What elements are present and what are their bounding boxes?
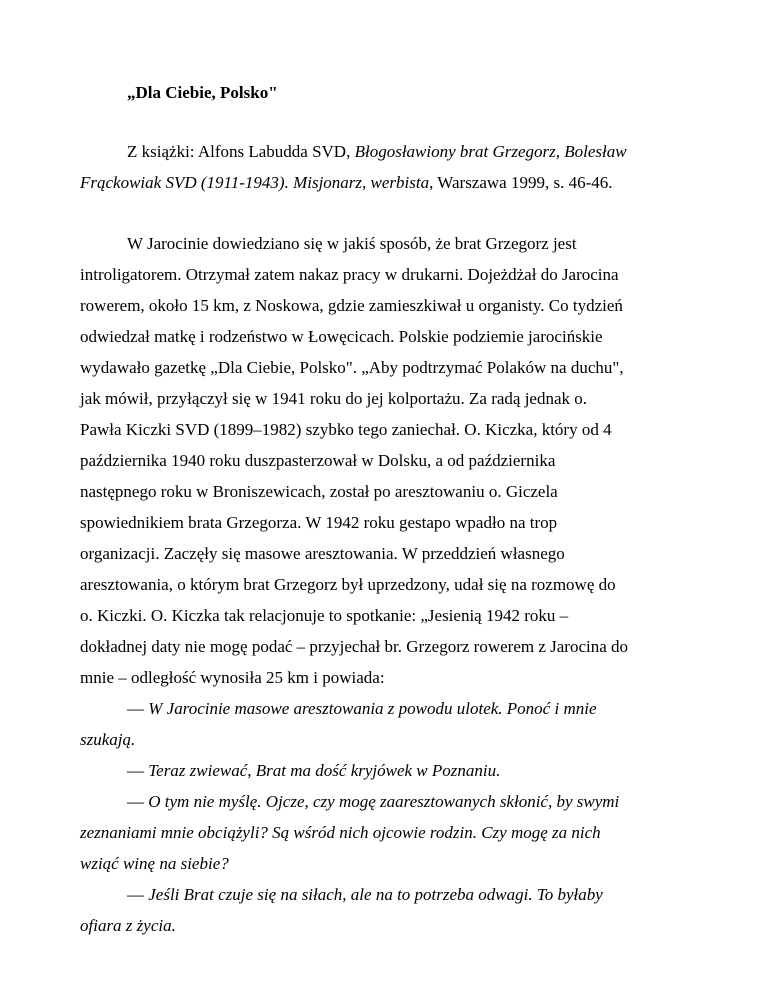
dialogue-line bbox=[80, 755, 700, 786]
body-line: wydawało gazetkę „Dla Ciebie, Polsko". „Aby podtrzymać Polaków na duchu", bbox=[80, 358, 624, 377]
source-line-1 bbox=[80, 136, 700, 167]
dialogue-text: Jeśli Brat czuje się na siłach, ale na to potrzeba odwagi. To byłaby bbox=[148, 885, 603, 904]
dialogue-line bbox=[80, 910, 700, 941]
dialogue-text: Teraz zwiewać, Brat ma dość kryjówek w Poznaniu. bbox=[148, 761, 501, 780]
body-line: Pawła Kiczki SVD (1899–1982) szybko tego zaniechał. O. Kiczka, który od 4 bbox=[80, 420, 612, 439]
dialogue-dash: — bbox=[127, 792, 149, 811]
source-prefix: Z książki: Alfons Labudda SVD, bbox=[127, 142, 355, 161]
dialogue-text: O tym nie myślę. Ojcze, czy mogę zaaresztowanych skłonić, by swymi bbox=[148, 792, 620, 811]
source-citation bbox=[80, 136, 700, 198]
dialogue-line bbox=[80, 724, 700, 755]
dialogue-line bbox=[80, 879, 700, 910]
dialogue-line bbox=[80, 848, 700, 879]
body-line: następnego roku w Broniszewicach, został po aresztowaniu o. Giczela bbox=[80, 482, 558, 501]
body-line: października 1940 roku duszpasterzował w Dolsku, a od października bbox=[80, 451, 556, 470]
body-line: odwiedzał matkę i rodzeństwo w Łowęcicach. Polskie podziemie jarocińskie bbox=[80, 327, 603, 346]
dialogue-text: W Jarocinie masowe aresztowania z powodu ulotek. Ponoć i mnie bbox=[148, 699, 597, 718]
document-title: „Dla Ciebie, Polsko" bbox=[127, 83, 278, 102]
body-line: mnie – odległość wynosiła 25 km i powiada: bbox=[80, 668, 385, 687]
dialogue-block bbox=[80, 693, 700, 941]
book-title-part-2: Frąckowiak SVD (1911-1943). Misjonarz, werbista bbox=[80, 173, 430, 192]
body-line: jak mówił, przyłączył się w 1941 roku do jej kolportażu. Za radą jednak o. bbox=[80, 389, 588, 408]
dialogue-text: ofiara z życia. bbox=[80, 916, 176, 935]
dialogue-dash: — bbox=[127, 699, 149, 718]
dialogue-dash: — bbox=[127, 885, 149, 904]
body-line: dokładnej daty nie mogę podać – przyjechał br. Grzegorz rowerem z Jarocina do bbox=[80, 637, 629, 656]
dialogue-text: zeznaniami mnie obciążyli? Są wśród nich ojcowie rodzin. Czy mogę za nich bbox=[80, 823, 601, 842]
body-paragraph bbox=[80, 228, 700, 693]
book-title-part-1: Błogosławiony brat Grzegorz, Bolesław bbox=[354, 142, 627, 161]
dialogue-dash: — bbox=[127, 761, 149, 780]
dialogue-line bbox=[80, 693, 700, 724]
source-line-2 bbox=[80, 167, 700, 198]
source-suffix: , Warszawa 1999, s. 46-46. bbox=[429, 173, 613, 192]
body-line: introligatorem. Otrzymał zatem nakaz pracy w drukarni. Dojeżdżał do Jarocina bbox=[80, 265, 619, 284]
dialogue-text: wziąć winę na siebie? bbox=[80, 854, 229, 873]
body-line: rowerem, około 15 km, z Noskowa, gdzie zamieszkiwał u organisty. Co tydzień bbox=[80, 296, 623, 315]
body-line: aresztowania, o którym brat Grzegorz był uprzedzony, udał się na rozmowę do bbox=[80, 575, 616, 594]
body-line: W Jarocinie dowiedziano się w jakiś sposób, że brat Grzegorz jest bbox=[127, 234, 577, 253]
dialogue-line bbox=[80, 817, 700, 848]
body-line: organizacji. Zaczęły się masowe aresztowania. W przeddzień własnego bbox=[80, 544, 565, 563]
body-line: o. Kiczki. O. Kiczka tak relacjonuje to spotkanie: „Jesienią 1942 roku – bbox=[80, 606, 569, 625]
dialogue-line bbox=[80, 786, 700, 817]
body-line: spowiednikiem brata Grzegorza. W 1942 roku gestapo wpadło na trop bbox=[80, 513, 558, 532]
dialogue-text: szukają. bbox=[80, 730, 136, 749]
